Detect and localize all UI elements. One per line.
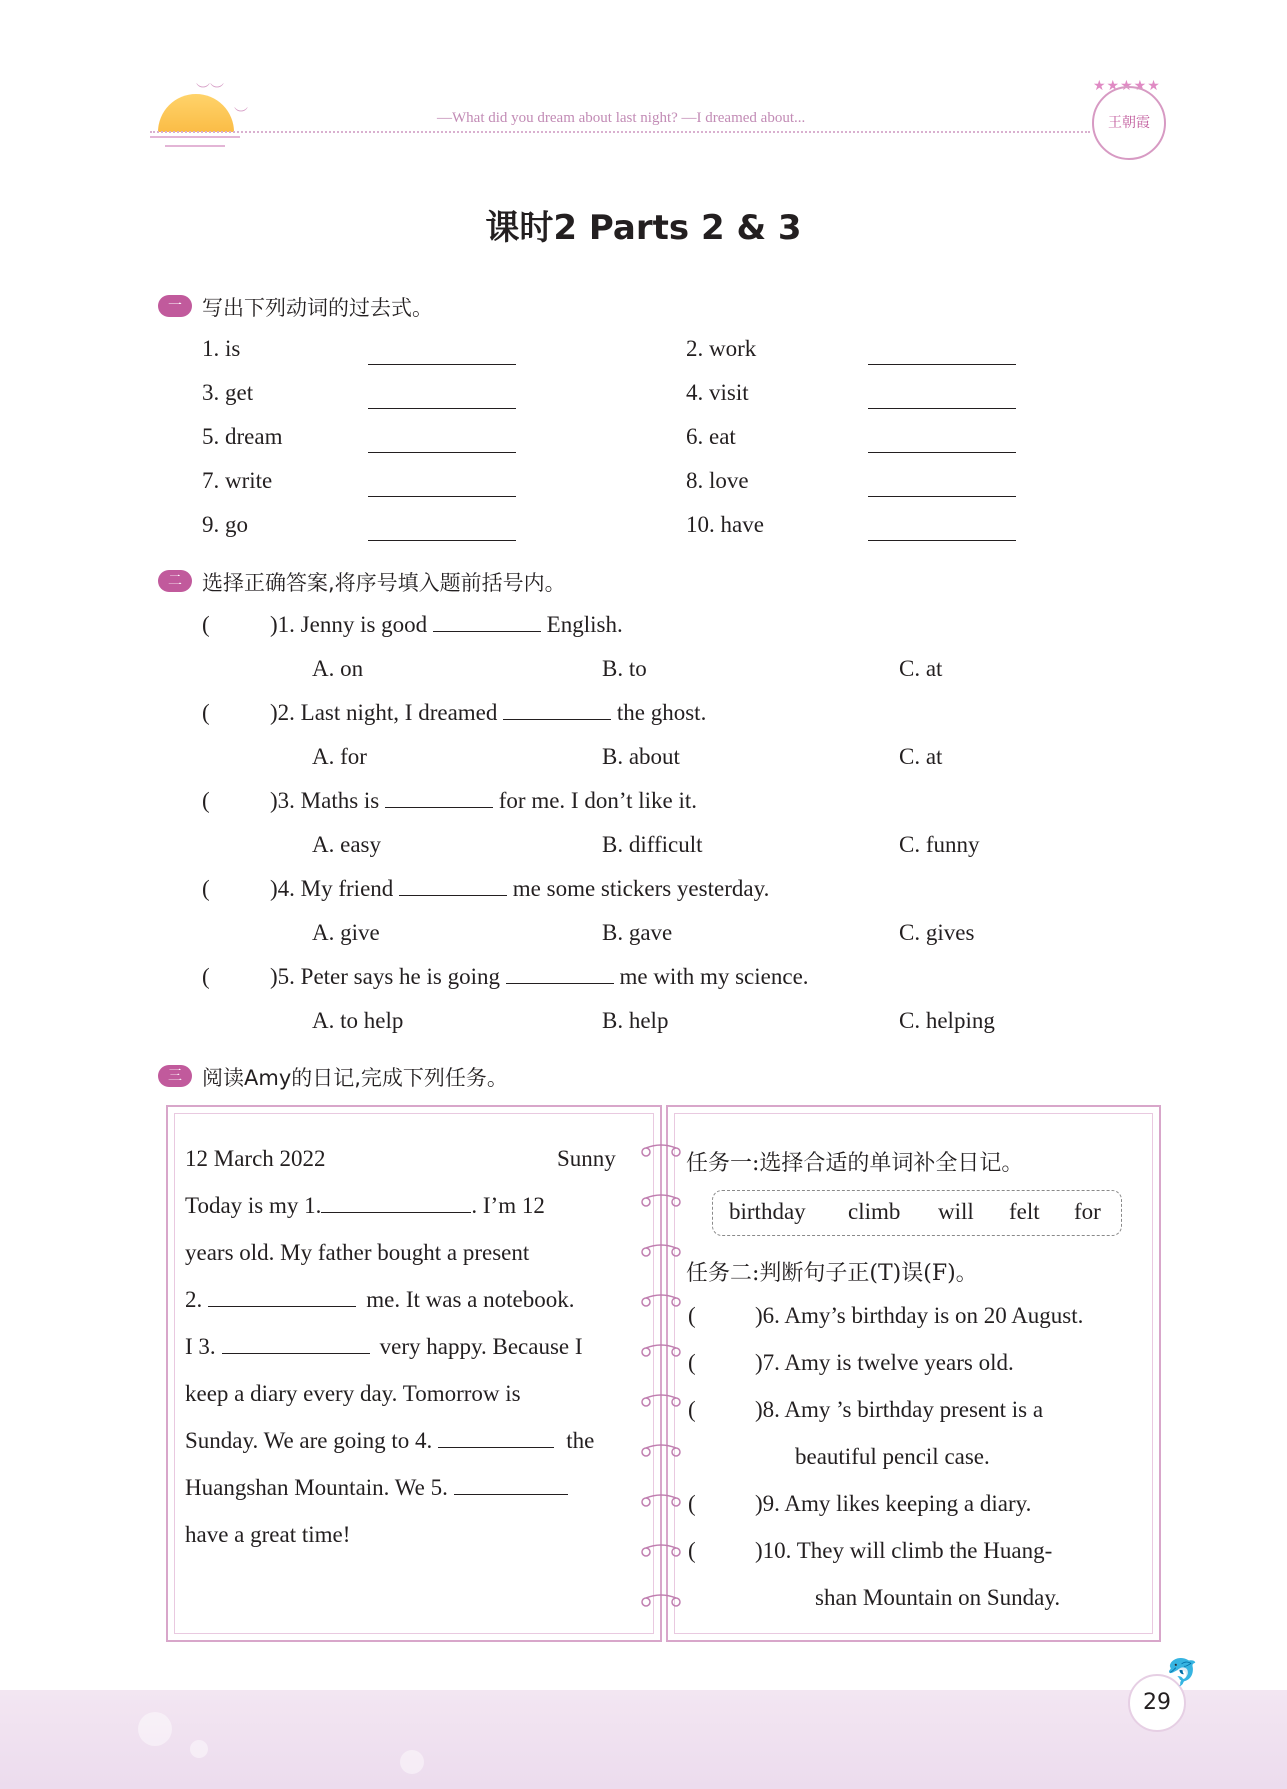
ring-icon — [642, 1595, 680, 1606]
bubble-decoration — [400, 1750, 424, 1774]
question-text — [270, 964, 809, 990]
verb-item: 7. write — [202, 468, 273, 493]
question-stem: )3. Maths is — [270, 788, 380, 813]
bubble-decoration — [138, 1712, 172, 1746]
decor-line — [150, 136, 240, 138]
question-stem: )5. Peter says he is going — [270, 964, 500, 989]
diary-text: I 3. — [185, 1334, 216, 1359]
paren-open: ( — [688, 1350, 696, 1375]
word-bank-item: will — [938, 1199, 974, 1224]
option-a[interactable]: A. on — [312, 656, 364, 681]
diary-text: Sunday. We are going to 4. — [185, 1428, 433, 1453]
diary-line: have a great time! — [185, 1522, 351, 1547]
question-stem: )4. My friend — [270, 876, 394, 901]
diary-blank-2[interactable] — [208, 1306, 356, 1307]
ring-icon — [642, 1145, 680, 1156]
answer-blank[interactable] — [368, 408, 516, 409]
diary-date: 12 March 2022 — [185, 1146, 326, 1171]
option-a[interactable]: A. give — [312, 920, 380, 945]
tf-item: )9. Amy likes keeping a diary. — [755, 1491, 1032, 1516]
paren-open: ( — [202, 964, 210, 989]
verb-item: 10. have — [686, 512, 764, 537]
option-b[interactable]: B. difficult — [602, 832, 703, 857]
diary-text: the — [566, 1428, 595, 1453]
diary-blank-1[interactable] — [321, 1212, 471, 1213]
option-c[interactable]: C. funny — [899, 832, 980, 857]
section-instruction: 阅读Amy的日记,完成下列任务。 — [202, 1066, 508, 1090]
question-blank[interactable] — [385, 807, 493, 808]
question-stem: )2. Last night, I dreamed — [270, 700, 498, 725]
question-tail: me with my science. — [619, 964, 809, 989]
dolphin-icon: 🐬 — [1166, 1658, 1199, 1688]
answer-blank[interactable] — [868, 408, 1016, 409]
verb-item: 5. dream — [202, 424, 283, 449]
running-title: —What did you dream about last night? —I dreamed about... — [437, 110, 806, 126]
verb-item: 2. work — [686, 336, 757, 361]
diary-blank-4[interactable] — [438, 1447, 554, 1448]
question-text — [270, 788, 697, 814]
task1-label: 任务一:选择合适的单词补全日记。 — [686, 1151, 1024, 1176]
answer-blank[interactable] — [368, 364, 516, 365]
tf-item: )6. Amy’s birthday is on 20 August. — [755, 1303, 1084, 1328]
answer-blank[interactable] — [368, 496, 516, 497]
verb-item: 4. visit — [686, 380, 749, 405]
paren-open: ( — [688, 1303, 696, 1328]
option-b[interactable]: B. help — [602, 1008, 669, 1033]
word-bank-item: felt — [1009, 1199, 1040, 1224]
word-bank-item: climb — [848, 1199, 901, 1224]
diary-line — [185, 1287, 574, 1313]
paren-open: ( — [202, 612, 210, 637]
option-c[interactable]: C. helping — [899, 1008, 995, 1033]
question-blank[interactable] — [503, 719, 611, 720]
diary-text: me. It was a notebook. — [366, 1287, 575, 1312]
section-instruction: 写出下列动词的过去式。 — [202, 296, 433, 320]
section-instruction: 选择正确答案,将序号填入题前括号内。 — [202, 571, 566, 595]
paren-open: ( — [202, 788, 210, 813]
option-b[interactable]: B. to — [602, 656, 647, 681]
paren-open: ( — [688, 1491, 696, 1516]
diary-line — [185, 1428, 594, 1454]
diary-line — [185, 1475, 568, 1501]
option-a[interactable]: A. for — [312, 744, 367, 769]
diary-text: very happy. Because I — [379, 1334, 583, 1359]
header-rule — [150, 131, 1090, 133]
diary-text: 2. — [185, 1287, 203, 1312]
word-bank-item: for — [1074, 1199, 1101, 1224]
bubble-decoration — [190, 1740, 208, 1758]
ring-icon — [642, 1545, 680, 1556]
question-tail: for me. I don’t like it. — [498, 788, 697, 813]
section-badge: 三 — [158, 1065, 192, 1087]
option-b[interactable]: B. gave — [602, 920, 673, 945]
diary-blank-3[interactable] — [222, 1353, 370, 1354]
paren-open: ( — [202, 876, 210, 901]
section-badge: 二 — [158, 570, 192, 592]
ring-icon — [642, 1445, 680, 1456]
answer-blank[interactable] — [368, 540, 516, 541]
tf-item-cont: shan Mountain on Sunday. — [815, 1585, 1061, 1610]
answer-blank[interactable] — [868, 496, 1016, 497]
diary-panel — [166, 1105, 662, 1642]
question-tail: English. — [546, 612, 623, 637]
diary-line — [185, 1334, 583, 1360]
tf-item: )7. Amy is twelve years old. — [755, 1350, 1014, 1375]
paren-open: ( — [688, 1397, 696, 1422]
task2-label: 任务二:判断句子正(T)误(F)。 — [686, 1261, 978, 1286]
paren-open: ( — [202, 700, 210, 725]
diary-line: keep a diary every day. Tomorrow is — [185, 1381, 521, 1406]
stars-icon: ★★★★★ — [1093, 78, 1161, 94]
answer-blank[interactable] — [868, 364, 1016, 365]
decor-line — [165, 145, 225, 147]
ring-icon — [642, 1345, 680, 1356]
bird-icon: ︶︶ — [196, 83, 224, 99]
bird-icon: ︶ — [234, 107, 248, 123]
verb-item: 9. go — [202, 512, 248, 537]
diary-text: Today is my 1. — [185, 1193, 322, 1218]
page-number: 29 — [1128, 1674, 1186, 1732]
answer-blank[interactable] — [868, 540, 1016, 541]
option-a[interactable]: A. to help — [312, 1008, 404, 1033]
tf-item: )8. Amy ’s birthday present is a — [755, 1397, 1044, 1422]
answer-blank[interactable] — [368, 452, 516, 453]
question-text — [270, 700, 706, 726]
option-c[interactable]: C. gives — [899, 920, 975, 945]
ring-icon — [642, 1495, 680, 1506]
verb-item: 3. get — [202, 380, 254, 405]
question-tail: the ghost. — [616, 700, 707, 725]
diary-blank-5[interactable] — [454, 1494, 568, 1495]
question-stem: )1. Jenny is good — [270, 612, 428, 637]
diary-text: . I’m 12 — [471, 1193, 545, 1218]
option-c[interactable]: C. at — [899, 744, 943, 769]
question-text — [270, 612, 623, 638]
question-blank[interactable] — [399, 895, 507, 896]
question-blank[interactable] — [433, 631, 541, 632]
ring-icon — [642, 1395, 680, 1406]
question-text — [270, 876, 769, 902]
answer-blank[interactable] — [868, 452, 1016, 453]
word-bank-item: birthday — [729, 1199, 806, 1224]
spiral-binding — [638, 1140, 684, 1620]
ring-icon — [642, 1245, 680, 1256]
diary-text: Huangshan Mountain. We 5. — [185, 1475, 448, 1500]
diary-weather: Sunny — [557, 1146, 616, 1171]
tf-item: )10. They will climb the Huang- — [755, 1538, 1053, 1563]
diary-line: years old. My father bought a present — [185, 1240, 530, 1265]
ring-icon — [642, 1295, 680, 1306]
page-title: 课时2 Parts 2 & 3 — [485, 208, 802, 248]
tf-item-cont: beautiful pencil case. — [795, 1444, 990, 1469]
brand-seal: 王朝霞 — [1092, 86, 1166, 160]
ring-icon — [642, 1195, 680, 1206]
verb-item: 1. is — [202, 336, 241, 361]
verb-item: 8. love — [686, 468, 749, 493]
question-blank[interactable] — [506, 983, 614, 984]
question-tail: me some stickers yesterday. — [512, 876, 770, 901]
option-a[interactable]: A. easy — [312, 832, 381, 857]
verb-item: 6. eat — [686, 424, 736, 449]
option-b[interactable]: B. about — [602, 744, 680, 769]
diary-inner-border — [174, 1113, 654, 1634]
option-c[interactable]: C. at — [899, 656, 943, 681]
paren-open: ( — [688, 1538, 696, 1563]
section-badge: 一 — [158, 295, 192, 317]
diary-line — [185, 1193, 545, 1219]
footer-band — [0, 1690, 1287, 1789]
